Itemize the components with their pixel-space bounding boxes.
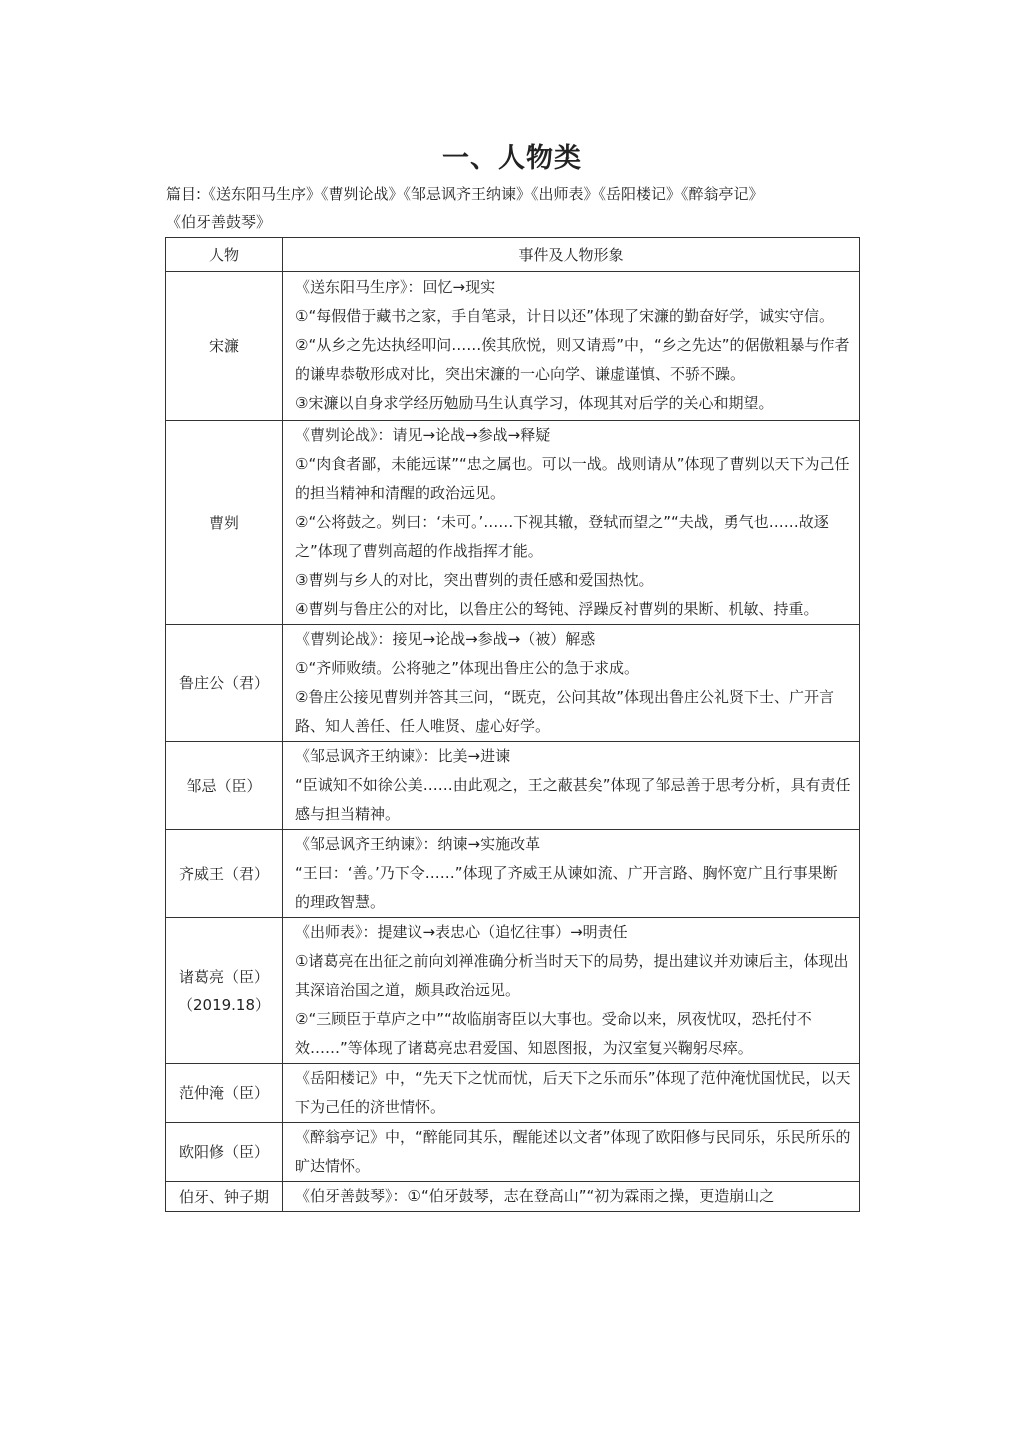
person-cell: 曹刿 — [166, 421, 283, 625]
event-line: 《岳阳楼记》中，“先天下之忧而忧，后天下之乐而乐”体现了范仲淹忧国忧民，以天下为己任的济世情怀。 — [295, 1069, 851, 1116]
person-cell: 齐威王（君） — [166, 830, 283, 918]
event-line: ②“三顾臣于草庐之中”“故临崩寄臣以大事也。受命以来，夙夜忧叹，恐托付不效……”等体现了诸葛亮忠君爱国、知恩图报，为汉室复兴鞠躬尽瘁。 — [295, 1010, 812, 1057]
event-line: ①诸葛亮在出征之前向刘禅准确分析当时天下的局势，提出建议并劝谏后主，体现出其深谙治国之道，颇具政治远见。 — [295, 952, 849, 999]
person-cell: 鲁庄公（君） — [166, 625, 283, 742]
person-name: 诸葛亮（臣） — [178, 967, 269, 986]
event-line: ①“每假借于藏书之家，手自笔录，计日以还”体现了宋濂的勤奋好学，诚实守信。 — [295, 307, 834, 325]
page-title: 一、人物类 — [442, 143, 582, 174]
person-cell: 欧阳修（臣） — [166, 1123, 283, 1182]
event-line: 《醉翁亭记》中，“醉能同其乐，醒能述以文者”体现了欧阳修与民同乐，乐民所乐的旷达情怀。 — [295, 1128, 851, 1175]
events-cell — [283, 1182, 860, 1212]
events-cell — [283, 742, 860, 830]
table-row — [166, 830, 860, 918]
person-cell: 宋濂 — [166, 272, 283, 421]
header-person: 人物 — [166, 238, 283, 272]
header-events: 事件及人物形象 — [283, 238, 860, 272]
person-cell: 伯牙、钟子期 — [166, 1182, 283, 1212]
event-line: “臣诚知不如徐公美……由此观之，王之蔽甚矣”体现了邹忌善于思考分析，具有责任感与担当精神。 — [295, 776, 851, 823]
event-line: “王曰：‘善。’乃下令……”体现了齐威王从谏如流、广开言路、胸怀宽广且行事果断的理政智慧。 — [295, 864, 838, 911]
event-line: ②鲁庄公接见曹刿并答其三问，“既克，公问其故”体现出鲁庄公礼贤下士、广开言路、知人善任、任人唯贤、虚心好学。 — [295, 688, 834, 735]
table-row — [166, 1182, 860, 1212]
event-line: 《曹刿论战》：请见→论战→参战→释疑 — [295, 426, 551, 444]
table-row — [166, 1064, 860, 1123]
table-header-row — [166, 238, 860, 272]
events-cell — [283, 421, 860, 625]
catalog-list — [166, 180, 866, 236]
events-cell — [283, 625, 860, 742]
event-line: 《邹忌讽齐王纳谏》：纳谏→实施改革 — [295, 835, 541, 853]
person-cell: 范仲淹（臣） — [166, 1064, 283, 1123]
table-row — [166, 421, 860, 625]
table-row — [166, 625, 860, 742]
event-line: ②“从乡之先达执经叩问……俟其欣悦，则又请焉”中，“乡之先达”的倨傲粗暴与作者的谦卑恭敬形成对比，突出宋濂的一心向学、谦虚谨慎、不骄不躁。 — [295, 336, 850, 383]
event-line: ②“公将鼓之。刿曰：‘未可。’……下视其辙，登轼而望之”“夫战，勇气也……故逐之”体现了曹刿高超的作战指挥才能。 — [295, 513, 829, 560]
events-cell — [283, 272, 860, 421]
table-row — [166, 1123, 860, 1182]
event-line: ③宋濂以自身求学经历勉励马生认真学习，体现其对后学的关心和期望。 — [295, 394, 774, 412]
person-cell: 邹忌（臣） — [166, 742, 283, 830]
event-line: ④曹刿与鲁庄公的对比，以鲁庄公的驽钝、浮躁反衬曹刿的果断、机敏、持重。 — [295, 600, 819, 618]
catalog-line: 篇目:《送东阳马生序》《曹刿论战》《邹忌讽齐王纳谏》《出师表》《岳阳楼记》《醉翁亭记》 — [166, 185, 764, 203]
person-cell — [166, 918, 283, 1064]
event-line: 《邹忌讽齐王纳谏》：比美→进谏 — [295, 747, 511, 765]
catalog-line: 《伯牙善鼓琴》 — [166, 213, 272, 231]
events-cell — [283, 918, 860, 1064]
character-table — [165, 237, 860, 1212]
table-row — [166, 742, 860, 830]
events-cell — [283, 1123, 860, 1182]
table-row — [166, 272, 860, 421]
person-note: （2019.18） — [177, 995, 271, 1014]
event-line: ③曹刿与乡人的对比，突出曹刿的责任感和爱国热忱。 — [295, 571, 654, 589]
event-line: ①“肉食者鄙，未能远谋”“忠之属也。可以一战。战则请从”体现了曹刿以天下为己任的担当精神和清醒的政治远见。 — [295, 455, 850, 502]
events-cell — [283, 830, 860, 918]
event-line: 《送东阳马生序》：回忆→现实 — [295, 278, 496, 296]
event-line: ①“齐师败绩。公将驰之”体现出鲁庄公的急于求成。 — [295, 659, 639, 677]
events-cell — [283, 1064, 860, 1123]
table-row — [166, 918, 860, 1064]
event-line: 《出师表》：提建议→表忠心（追忆往事）→明责任 — [295, 923, 628, 941]
event-line: 《伯牙善鼓琴》：①“伯牙鼓琴，志在登高山”“初为霖雨之操，更造崩山之 — [295, 1187, 775, 1205]
event-line: 《曹刿论战》：接见→论战→参战→（被）解惑 — [295, 630, 596, 648]
